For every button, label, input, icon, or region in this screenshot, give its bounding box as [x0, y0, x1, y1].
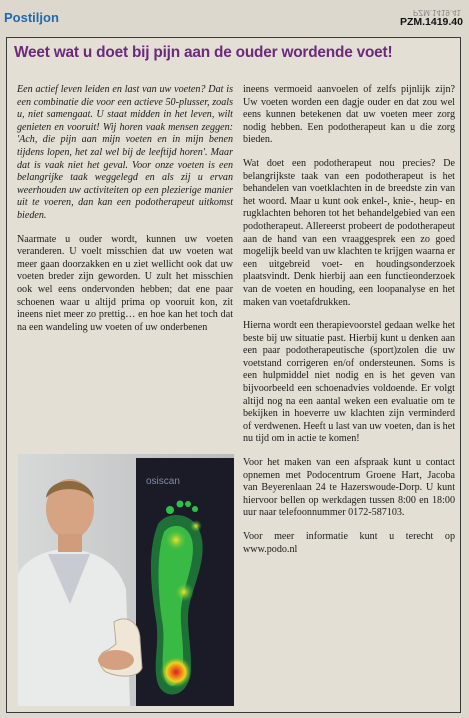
intro-paragraph: Een actief leven leiden en last van uw voeten? Dat is een combinatie die voor een actieve 50-plusser, zoals u, niet samengaat. U staat midden in het leven, wilt genieten en vooruit! Wij horen vaak mensen zeggen: 'Ach, die pijn aan mijn voeten en in mijn benen tijdens lopen, het zal wel bij de leeftijd horen'. Maar dat is vaak niet het geval. Voor onze voeten is een belangrijke taak weggelegd en als zij u ervan weerhouden uw activiteiten op een plezierige manier uit te voeren, dan kan een podotherapeut uitkomst bieden.: [17, 84, 233, 221]
website-paragraph: Voor meer informatie kunt u terecht op www.podo.nl: [243, 531, 455, 555]
body-paragraph: Naarmate u ouder wordt, kunnen uw voeten veranderen. U voelt misschien dat uw voeten wat meer gaan doorzakken en u ziet wellicht ook dat uw voeten breder zijn geworden. U zult het misschien ook wel eens ondervonden hebben; dat ene paar schoenen waar u altijd prima op vooruit kon, zit ineens niet meer zo prettig… en hoe kan het toch dat na een wandeling uw voeten of uw onderbenen: [17, 233, 233, 333]
header-bar: [0, 8, 469, 30]
left-column: [17, 84, 233, 345]
bleed-through-code: PZM.1419.41: [412, 8, 461, 17]
page-code: PZM.1419.40: [399, 16, 463, 28]
contact-paragraph: Voor het maken van een afspraak kunt u contact opnemen met Podocentrum Groene Hart, Jacoba van Beyerenlaan 24 te Hazerswoude-Dorp. U kunt hiervoor bellen op werkdagen tussen 8:00 en 18:00 uur naar telefoonnummer 0172-587103.: [243, 457, 455, 519]
body-paragraph: ineens vermoeid aanvoelen of zelfs pijnlijk zijn? Uw voeten worden een dagje ouder en dat zou wel eens kunnen betekenen dat uw voeten meer zorg nodig hebben. Een podotherapeut kan u die zorg bieden.: [243, 84, 455, 146]
body-paragraph: Hierna wordt een therapievoorstel gedaan welke het beste bij uw situatie past. Hierbij kunt u denken aan een paar podotherapeutische (sport)zolen die uw voetstand corrigeren en/of ondersteunen. Soms is een hulpmiddel niet nodig en is het geven van bijvoorbeeld een schoenadvies voldoende. Er volgt altijd nog na een aantal weken een evaluatie om te bekijken in hoeverre uw klachten zijn verminderd of verdwenen. Heeft u last van uw voeten, dan is het nu tijd om in actie te komen!: [243, 320, 455, 445]
publication-name: Postiljon: [4, 10, 59, 25]
photo-illustration: [18, 454, 234, 706]
screen-label: osiscan: [146, 476, 180, 487]
article-photo: [18, 454, 234, 706]
right-column: [243, 84, 455, 567]
body-paragraph: Wat doet een podotherapeut nou precies? De belangrijkste taak van een podotherapeut is het behandelen van voetklachten in de breedste zin van het woord. Maar u kunt ook enkel-, knie-, heup- en rugklachten behoren tot het behandelgebied van een podotherapeut. Allereerst probeert de podotherapeut aan de hand van een vraaggesprek een zo goed mogelijk beeld van uw klachten te krijgen waarna er een uitgebreid voet- en houdingsonderzoek plaatsvindt. Denk hierbij aan een functieonderzoek van de voeten en houding, een loopanalyse en het maken van voetafdrukken.: [243, 157, 455, 308]
article-headline: Weet wat u doet bij pijn aan de ouder wordende voet!: [14, 44, 393, 61]
